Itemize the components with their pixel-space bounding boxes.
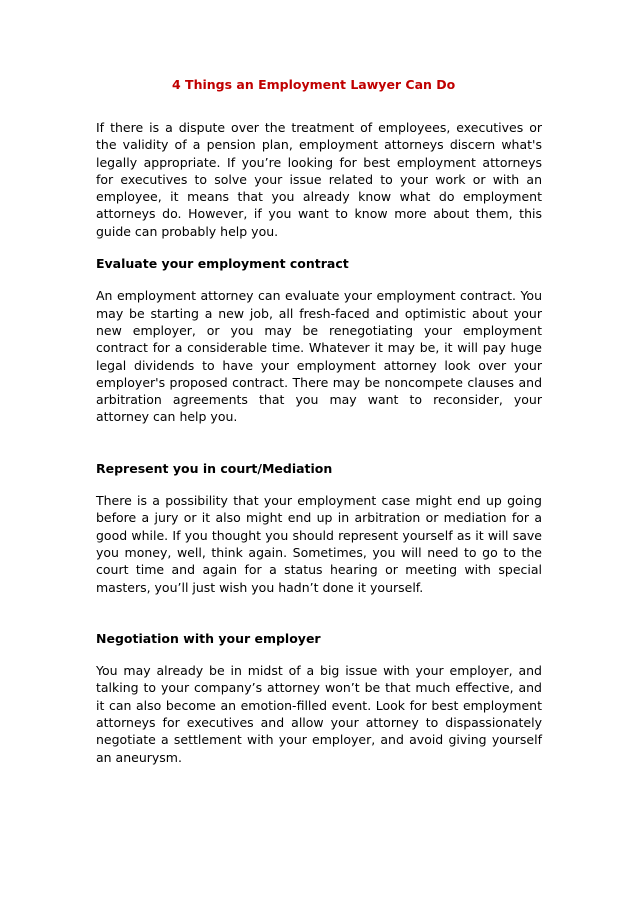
section-heading-represent-court: Represent you in court/Mediation	[96, 460, 333, 476]
section-body-represent-court: There is a possibility that your employment case might end up going before a jury or it also might end up in arbitration or mediation for a good while. If you thought you should represent yourself as it will save you money, well, think again. Sometimes, you will need to go to the court time and again for a status hearing or meeting with special masters, you’ll just wish you hadn’t done it yourself.	[96, 493, 542, 595]
intro-paragraph: If there is a dispute over the treatment of employees, executives or the validity of a pension plan, employment attorneys discern what's legally appropriate. If you’re looking for best employment attorneys for executives to solve your issue related to your work or with an employee, it means that you already know what do employment attorneys do. However, if you want to know more about them, this guide can probably help you.	[96, 120, 542, 239]
section-body-negotiation: You may already be in midst of a big issue with your employer, and talking to your company’s attorney won’t be that much effective, and it can also become an emotion-filled event. Look for best employment attorneys for executives and allow your attorney to dispassionately negotiate a settlement with your employer, and avoid giving yourself an aneurysm.	[96, 663, 542, 765]
section-heading-evaluate-contract: Evaluate your employment contract	[96, 256, 349, 272]
document-title: 4 Things an Employment Lawyer Can Do	[172, 77, 456, 92]
section-heading-negotiation: Negotiation with your employer	[96, 630, 321, 646]
section-body-evaluate-contract: An employment attorney can evaluate your employment contract. You may be starting a new job, all fresh-faced and optimistic about your new employer, or you may be renegotiating your employment contract for a considerable time. Whatever it may be, it will pay huge legal dividends to have your employment attorney look over your employer's proposed contract. There may be noncompete clauses and arbitration agreements that you may want to reconsider, your attorney can help you.	[96, 288, 542, 425]
document-page	[96, 76, 542, 766]
